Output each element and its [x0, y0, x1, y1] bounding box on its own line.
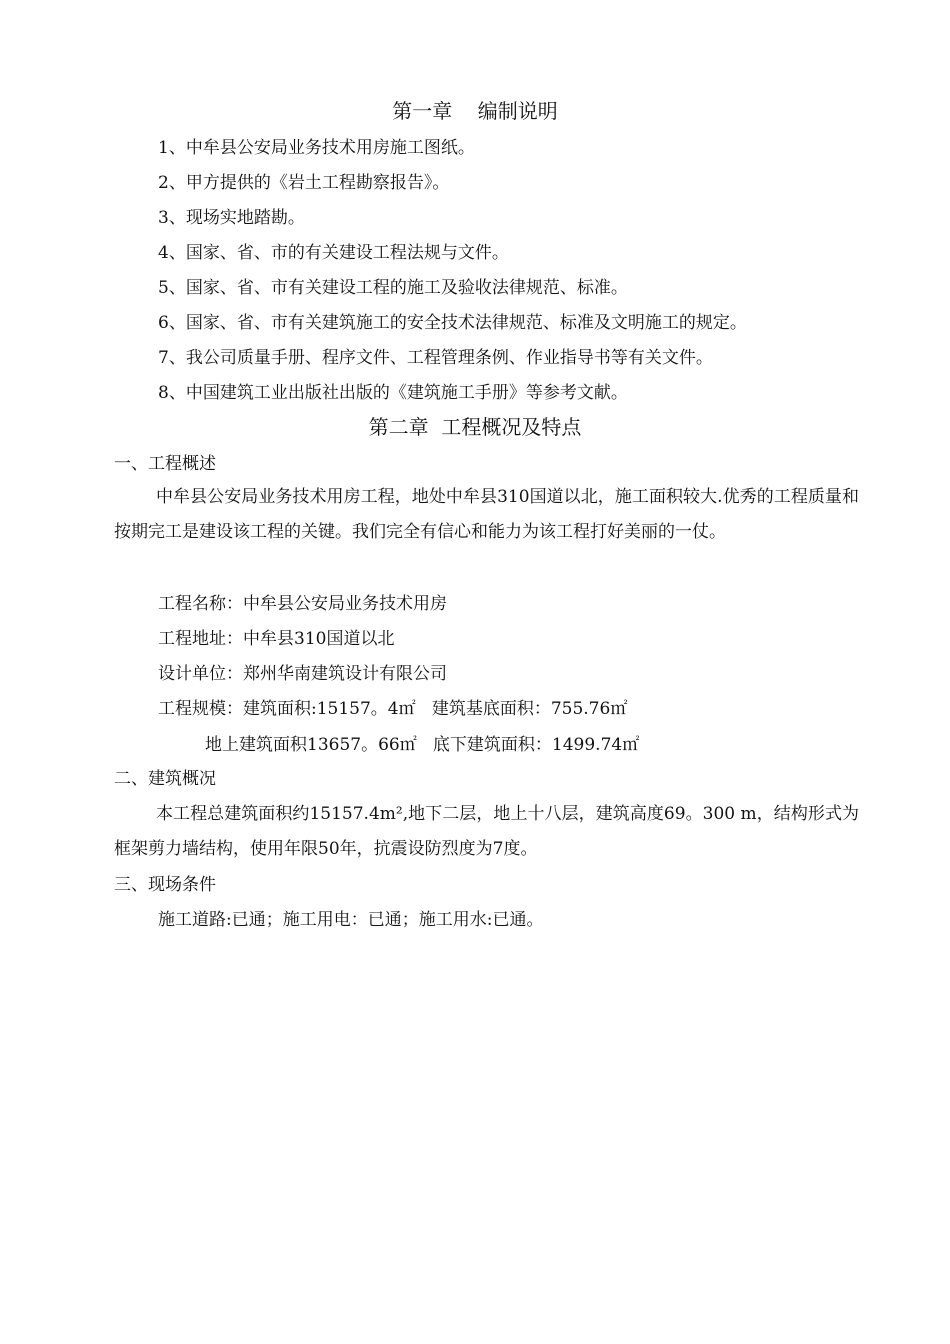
- overview-paragraph: 中牟县公安局业务技术用房工程，地处中牟县310国道以北，施工面积较大.优秀的工程质量和按期完工是建设该工程的关键。我们完全有信心和能力为该工程打好美丽的一仗。: [114, 487, 859, 542]
- project-address: 工程地址：中牟县310国道以北: [158, 629, 395, 649]
- site-conditions: 施工道路:已通；施工用电：已通；施工用水:已通。: [158, 910, 544, 930]
- chapter-2-title: 第二章 工程概况及特点: [368, 415, 582, 439]
- project-name: 工程名称：中牟县公安局业务技术用房: [158, 594, 447, 614]
- basis-item-8: 8、中国建筑工业出版社出版的《建筑施工手册》等参考文献。: [158, 383, 628, 403]
- section-3-heading: 三、现场条件: [114, 875, 216, 895]
- basis-item-1: 1、中牟县公安局业务技术用房施工图纸。: [158, 138, 475, 158]
- project-scale-line-2: 地上建筑面积13657。66㎡ 底下建筑面积：1499.74㎡: [205, 735, 640, 755]
- section-1-heading: 一、工程概述: [114, 454, 216, 474]
- section-2-heading: 二、建筑概况: [114, 769, 216, 789]
- design-unit: 设计单位：郑州华南建筑设计有限公司: [158, 664, 447, 684]
- basis-item-3: 3、现场实地踏勘。: [158, 208, 305, 228]
- basis-item-6: 6、国家、省、市有关建筑施工的安全技术法律规范、标准及文明施工的规定。: [158, 313, 747, 333]
- project-scale-line-1: 工程规模：建筑面积:15157。4㎡ 建筑基底面积：755.76㎡: [158, 699, 628, 719]
- basis-item-4: 4、国家、省、市的有关建设工程法规与文件。: [158, 243, 509, 263]
- building-overview-paragraph: 本工程总建筑面积约15157.4m²,地下二层，地上十八层，建筑高度69。300 m，结构形式为框架剪力墙结构，使用年限50年，抗震设防烈度为7度。: [114, 804, 859, 859]
- basis-item-2: 2、甲方提供的《岩土工程勘察报告》。: [158, 173, 450, 193]
- chapter-1-title: 第一章 编制说明: [392, 99, 558, 123]
- basis-item-5: 5、国家、省、市有关建设工程的施工及验收法律规范、标准。: [158, 278, 628, 298]
- basis-item-7: 7、我公司质量手册、程序文件、工程管理条例、作业指导书等有关文件。: [158, 348, 713, 368]
